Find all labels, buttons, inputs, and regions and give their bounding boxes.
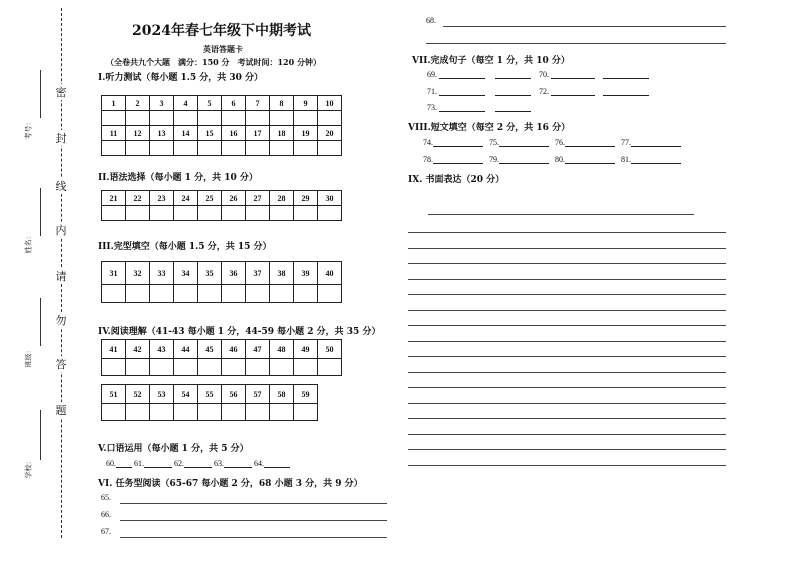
school-label: 学校： — [24, 457, 33, 479]
answer-blank[interactable] — [495, 95, 531, 96]
question-number: 51 — [102, 385, 126, 404]
question-number: 56 — [222, 385, 246, 404]
answer-cell[interactable] — [294, 141, 318, 156]
question-number: 46 — [222, 340, 246, 359]
question-number: 42 — [126, 340, 150, 359]
question-number: 29 — [294, 191, 318, 206]
answer-blank[interactable] — [551, 95, 595, 96]
name-field[interactable] — [40, 188, 41, 236]
answer-blank[interactable] — [224, 467, 252, 468]
answer-row — [102, 111, 342, 126]
question-number: 44 — [174, 340, 198, 359]
answer-cell[interactable] — [222, 404, 246, 421]
answer-cell[interactable] — [198, 359, 222, 376]
question-number: 14 — [174, 126, 198, 141]
question-number: 25 — [198, 191, 222, 206]
answer-cell[interactable] — [246, 141, 270, 156]
seal-char: 密 — [55, 86, 67, 99]
answer-cell[interactable] — [318, 141, 342, 156]
answer-grid-31-40 — [101, 261, 342, 303]
answer-blank[interactable] — [184, 467, 212, 468]
answer-cell[interactable] — [174, 141, 198, 156]
question-number: 8 — [270, 96, 294, 111]
question-number: 16 — [222, 126, 246, 141]
cloze-row — [423, 138, 681, 147]
question-number: 24 — [174, 191, 198, 206]
question-number: 4 — [174, 96, 198, 111]
writing-line[interactable] — [408, 341, 726, 342]
question-number: 6 — [222, 96, 246, 111]
question-number: 58 — [270, 385, 294, 404]
item-number: 75. — [489, 138, 499, 147]
answer-row — [102, 206, 342, 221]
answer-blank[interactable] — [631, 146, 681, 147]
answer-blank[interactable] — [565, 146, 615, 147]
answer-cell[interactable] — [222, 206, 246, 221]
answer-cell[interactable] — [318, 206, 342, 221]
class-field[interactable] — [40, 298, 41, 346]
answer-blank[interactable] — [499, 163, 549, 164]
answer-cell[interactable] — [198, 206, 222, 221]
item-number: 79. — [489, 155, 499, 164]
question-number: 33 — [150, 262, 174, 285]
answer-blank[interactable] — [565, 163, 615, 164]
answer-blank[interactable] — [433, 146, 483, 147]
number-row — [102, 262, 342, 285]
item-number: 76. — [555, 138, 565, 147]
item-number: 68. — [426, 16, 436, 25]
seal-char: 请 — [55, 270, 67, 283]
answer-blank[interactable] — [439, 95, 485, 96]
answer-cell[interactable] — [222, 111, 246, 126]
question-number: 48 — [270, 340, 294, 359]
answer-cell[interactable] — [318, 359, 342, 376]
item-number: 61. — [134, 459, 144, 468]
answer-cell[interactable] — [318, 285, 342, 303]
answer-cell[interactable] — [126, 141, 150, 156]
question-number: 30 — [318, 191, 342, 206]
number-row — [102, 126, 342, 141]
seal-char: 线 — [55, 180, 67, 193]
answer-cell[interactable] — [246, 404, 270, 421]
answer-blank[interactable] — [631, 163, 681, 164]
answer-cell[interactable] — [294, 206, 318, 221]
number-row — [102, 340, 342, 359]
answer-row — [102, 141, 342, 156]
answer-line[interactable] — [120, 503, 387, 504]
answer-cell[interactable] — [294, 404, 318, 421]
writing-line[interactable] — [408, 279, 726, 280]
answer-cell[interactable] — [102, 141, 126, 156]
item-number: 65. — [101, 493, 111, 502]
answer-blank[interactable] — [495, 78, 531, 79]
question-number: 31 — [102, 262, 126, 285]
writing-line[interactable] — [408, 248, 726, 249]
answer-grid-1-20 — [101, 95, 342, 156]
question-number: 28 — [270, 191, 294, 206]
question-number: 12 — [126, 126, 150, 141]
answer-grid-21-30 — [101, 190, 342, 221]
writing-line[interactable] — [408, 372, 726, 373]
answer-cell[interactable] — [126, 359, 150, 376]
number-row — [102, 96, 342, 111]
section-5-heading: V.口语运用（每小题 1 分，共 5 分） — [98, 444, 249, 454]
answer-blank[interactable] — [551, 78, 595, 79]
item-number: 63. — [214, 459, 224, 468]
question-number: 19 — [294, 126, 318, 141]
question-number: 40 — [318, 262, 342, 285]
writing-line[interactable] — [408, 434, 726, 435]
answer-cell[interactable] — [102, 359, 126, 376]
question-number: 13 — [150, 126, 174, 141]
question-number: 5 — [198, 96, 222, 111]
answer-cell[interactable] — [102, 206, 126, 221]
answer-cell[interactable] — [294, 285, 318, 303]
answer-cell[interactable] — [246, 206, 270, 221]
question-number: 50 — [318, 340, 342, 359]
answer-blank[interactable] — [144, 467, 172, 468]
question-number: 39 — [294, 262, 318, 285]
question-number: 47 — [246, 340, 270, 359]
answer-blank[interactable] — [439, 111, 485, 112]
writing-line[interactable] — [408, 465, 726, 466]
writing-line[interactable] — [408, 310, 726, 311]
answer-cell[interactable] — [126, 285, 150, 303]
question-number: 18 — [270, 126, 294, 141]
writing-line[interactable] — [408, 449, 726, 450]
answer-line[interactable] — [120, 520, 387, 521]
item-number: 69. — [427, 70, 437, 79]
composition-title-line[interactable] — [428, 214, 694, 215]
seal-char: 勿 — [55, 314, 67, 327]
question-number: 38 — [270, 262, 294, 285]
question-number: 27 — [246, 191, 270, 206]
answer-blank[interactable] — [603, 78, 649, 79]
answer-blank[interactable] — [495, 111, 531, 112]
answer-cell[interactable] — [150, 285, 174, 303]
answer-cell[interactable] — [246, 359, 270, 376]
question-number: 21 — [102, 191, 126, 206]
answer-grid-51-59 — [101, 384, 318, 421]
number-row — [102, 385, 318, 404]
answer-cell[interactable] — [198, 285, 222, 303]
answer-grid-41-50 — [101, 339, 342, 376]
question-number: 3 — [150, 96, 174, 111]
item-number: 62. — [174, 459, 184, 468]
question-number: 22 — [126, 191, 150, 206]
answer-cell[interactable] — [222, 141, 246, 156]
answer-cell[interactable] — [198, 404, 222, 421]
answer-cell[interactable] — [126, 206, 150, 221]
item-number: 78. — [423, 155, 433, 164]
answer-cell[interactable] — [126, 111, 150, 126]
answer-blank[interactable] — [433, 163, 483, 164]
item-number: 74. — [423, 138, 433, 147]
question-number: 36 — [222, 262, 246, 285]
seal-char: 封 — [55, 132, 67, 145]
answer-row — [102, 404, 318, 421]
writing-line[interactable] — [408, 418, 726, 419]
complete-row — [427, 103, 531, 112]
answer-cell[interactable] — [102, 285, 126, 303]
class-label: 班级： — [24, 346, 33, 368]
writing-line[interactable] — [408, 294, 726, 295]
card-title: 英语答题卡 — [203, 44, 243, 54]
answer-cell[interactable] — [222, 285, 246, 303]
question-number: 11 — [102, 126, 126, 141]
item-number: 80. — [555, 155, 565, 164]
question-number: 20 — [318, 126, 342, 141]
answer-cell[interactable] — [174, 206, 198, 221]
answer-cell[interactable] — [174, 285, 198, 303]
answer-row — [102, 285, 342, 303]
item-number: 73. — [427, 103, 437, 112]
complete-row — [427, 87, 649, 96]
answer-cell[interactable] — [270, 111, 294, 126]
answer-blank[interactable] — [264, 467, 290, 468]
section-4-heading: IV.阅读理解（41-43 每小题 1 分，44-59 每小题 2 分，共 35 分） — [98, 327, 381, 337]
question-number: 41 — [102, 340, 126, 359]
item-number: 66. — [101, 510, 111, 519]
question-number: 35 — [198, 262, 222, 285]
question-number: 1 — [102, 96, 126, 111]
exam-no-label: 考号： — [24, 118, 33, 140]
page-title: 2024年春七年级下中期考试 — [132, 23, 311, 39]
question-number: 26 — [222, 191, 246, 206]
question-number: 59 — [294, 385, 318, 404]
cloze-row — [423, 155, 681, 164]
exam-no-field[interactable] — [40, 70, 41, 118]
section-2-heading: II.语法选择（每小题 1 分，共 10 分） — [98, 173, 258, 183]
answer-cell[interactable] — [102, 404, 126, 421]
answer-cell[interactable] — [294, 359, 318, 376]
answer-cell[interactable] — [270, 285, 294, 303]
section-6-heading: VI. 任务型阅读（65-67 每小题 2 分，68 小题 3 分，共 9 分） — [98, 479, 363, 489]
question-number: 43 — [150, 340, 174, 359]
question-number: 15 — [198, 126, 222, 141]
answer-cell[interactable] — [222, 359, 246, 376]
complete-row — [427, 70, 649, 79]
seal-char: 题 — [55, 404, 67, 417]
answer-cell[interactable] — [318, 111, 342, 126]
question-number: 23 — [150, 191, 174, 206]
answer-cell[interactable] — [126, 404, 150, 421]
answer-cell[interactable] — [270, 206, 294, 221]
question-number: 54 — [174, 385, 198, 404]
answer-line[interactable] — [120, 537, 387, 538]
name-label: 姓名： — [24, 232, 33, 254]
answer-cell[interactable] — [150, 141, 174, 156]
answer-cell[interactable] — [174, 111, 198, 126]
answer-cell[interactable] — [270, 141, 294, 156]
seal-char: 内 — [55, 224, 67, 237]
question-number: 7 — [246, 96, 270, 111]
answer-row — [102, 359, 342, 376]
question-number: 32 — [126, 262, 150, 285]
answer-cell[interactable] — [246, 111, 270, 126]
question-number: 53 — [150, 385, 174, 404]
school-field[interactable] — [40, 410, 41, 460]
section-1-heading: I.听力测试（每小题 1.5 分，共 30 分） — [98, 73, 264, 83]
question-number: 34 — [174, 262, 198, 285]
answer-cell[interactable] — [270, 359, 294, 376]
question-number: 45 — [198, 340, 222, 359]
answer-cell[interactable] — [150, 359, 174, 376]
item-number: 81. — [621, 155, 631, 164]
question-number: 10 — [318, 96, 342, 111]
answer-line[interactable] — [426, 43, 726, 44]
question-number: 52 — [126, 385, 150, 404]
writing-line[interactable] — [408, 325, 726, 326]
answer-cell[interactable] — [150, 404, 174, 421]
answer-line[interactable] — [443, 26, 726, 27]
question-number: 57 — [246, 385, 270, 404]
seal-char: 答 — [55, 358, 67, 371]
oral-answers — [106, 459, 290, 468]
item-number: 70. — [539, 70, 549, 79]
item-number: 64. — [254, 459, 264, 468]
answer-blank[interactable] — [439, 78, 485, 79]
writing-line[interactable] — [408, 387, 726, 388]
answer-cell[interactable] — [198, 141, 222, 156]
answer-cell[interactable] — [174, 404, 198, 421]
question-number: 55 — [198, 385, 222, 404]
answer-blank[interactable] — [603, 95, 649, 96]
section-9-heading: IX. 书面表达（20 分） — [408, 175, 505, 185]
question-number: 9 — [294, 96, 318, 111]
section-8-heading: VIII.短文填空（每空 2 分，共 16 分） — [408, 123, 571, 133]
section-3-heading: III.完型填空（每小题 1.5 分，共 15 分） — [98, 242, 272, 252]
answer-cell[interactable] — [294, 111, 318, 126]
answer-blank[interactable] — [116, 467, 132, 468]
question-number: 37 — [246, 262, 270, 285]
answer-cell[interactable] — [102, 111, 126, 126]
question-number: 49 — [294, 340, 318, 359]
question-number: 2 — [126, 96, 150, 111]
writing-line[interactable] — [408, 232, 726, 233]
writing-line[interactable] — [408, 263, 726, 264]
answer-cell[interactable] — [270, 404, 294, 421]
item-number: 71. — [427, 87, 437, 96]
answer-cell[interactable] — [150, 206, 174, 221]
exam-info: （全卷共九个大题 满分：150 分 考试时间：120 分钟） — [106, 57, 321, 67]
number-row — [102, 191, 342, 206]
section-7-heading: VII.完成句子（每空 1 分，共 10 分） — [412, 56, 570, 66]
answer-cell[interactable] — [198, 111, 222, 126]
answer-cell[interactable] — [174, 359, 198, 376]
item-number: 72. — [539, 87, 549, 96]
item-number: 77. — [621, 138, 631, 147]
item-number: 60. — [106, 459, 116, 468]
answer-blank[interactable] — [499, 146, 549, 147]
writing-line[interactable] — [408, 403, 726, 404]
answer-cell[interactable] — [150, 111, 174, 126]
item-number: 67. — [101, 527, 111, 536]
writing-line[interactable] — [408, 356, 726, 357]
question-number: 17 — [246, 126, 270, 141]
answer-cell[interactable] — [246, 285, 270, 303]
